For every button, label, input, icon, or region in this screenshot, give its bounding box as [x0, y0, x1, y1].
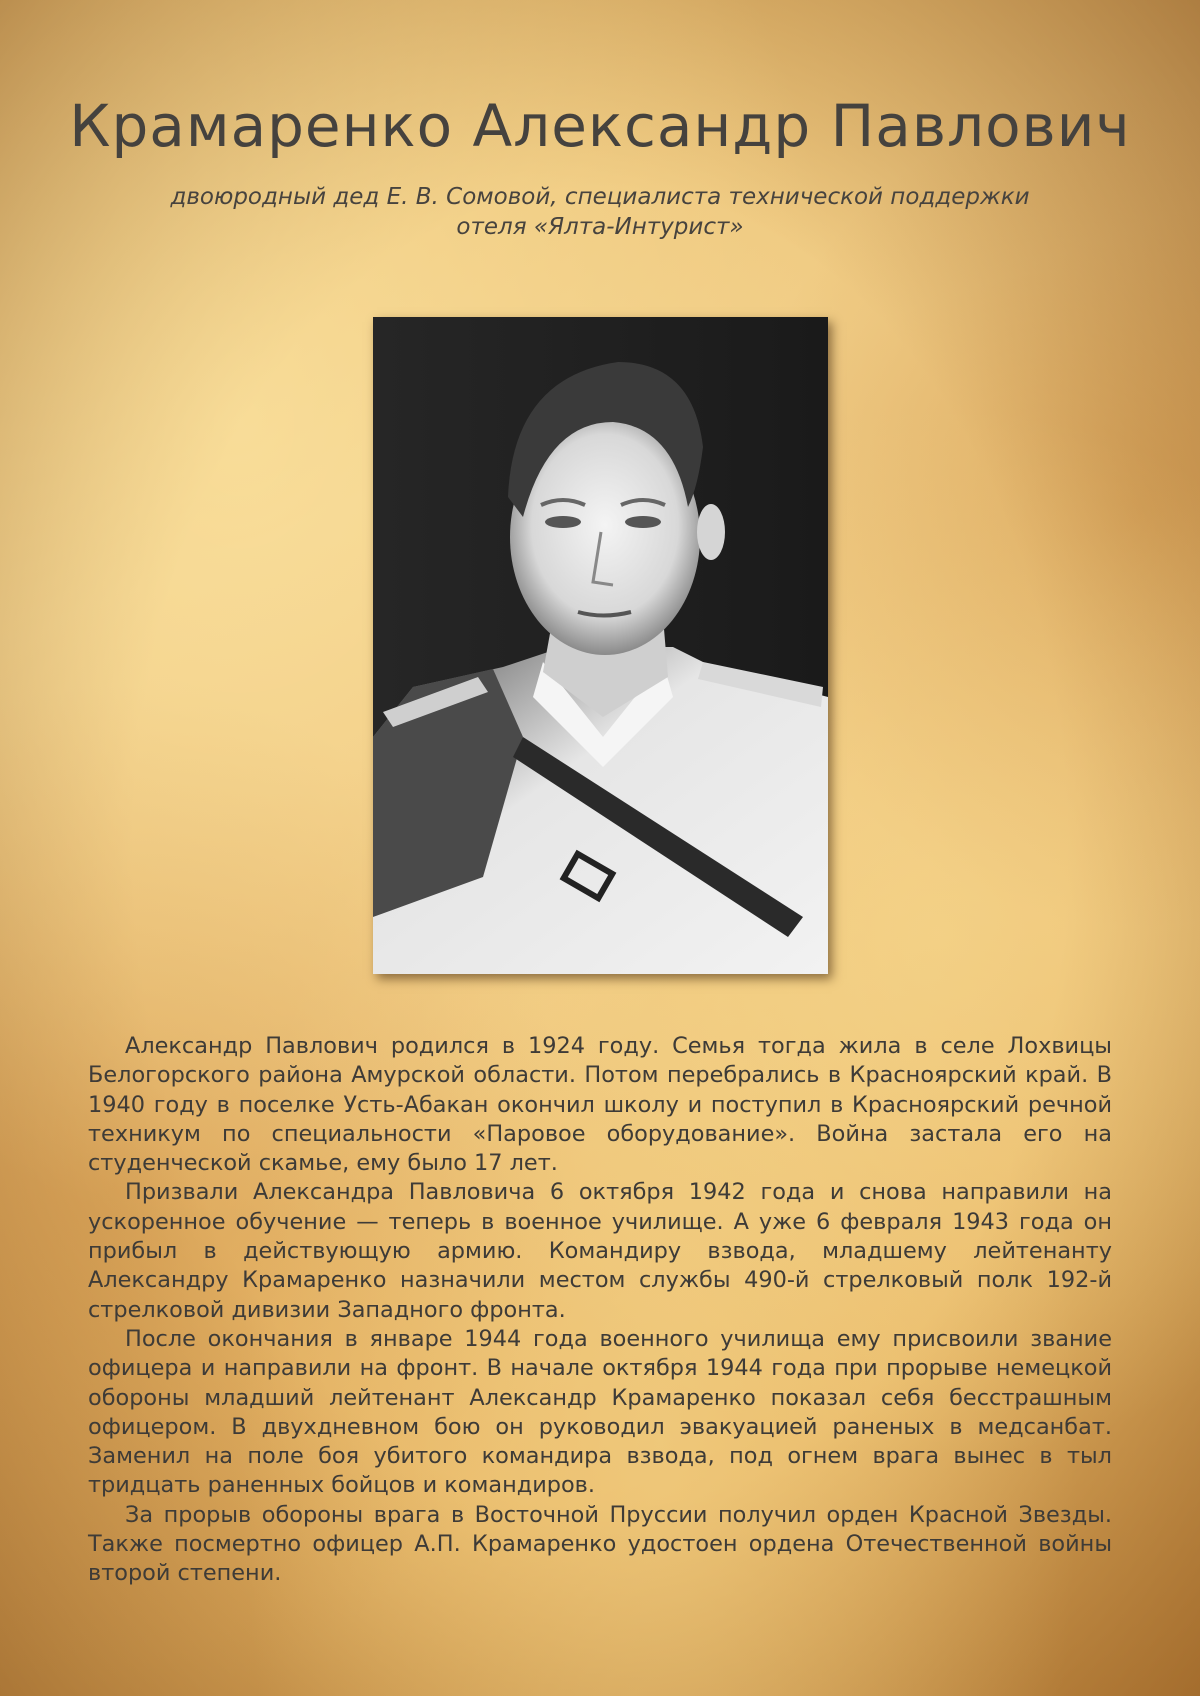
subtitle-line: отеля «Ялта-Интурист» — [456, 214, 744, 240]
portrait-photo-icon — [373, 317, 828, 974]
biography-paragraph: После окончания в январе 1944 года военного училища ему присвоили звание офицера и направили на фронт. В начале октября 1944 года при прорыве немецкой обороны младший лейтенант Александр Крамаренко показал себя бесстрашным офицером. В двухдневном бою он руководил эвакуацией раненых в медсанбат. Заменил на поле боя убитого командира взвода, под огнем врага вынес в тыл тридцать раненных бойцов и командиров. — [88, 1325, 1112, 1499]
biography-paragraph: Александр Павлович родился в 1924 году. Семья тогда жила в селе Лохвицы Белогорского района Амурской области. Потом перебрались в Красноярский край. В 1940 году в поселке Усть-Абакан окончил школу и поступил в Красноярский речной техникум по специальности «Паровое оборудование». Война застала его на студенческой скамье, ему было 17 лет. — [88, 1033, 1112, 1177]
biography-text — [88, 1032, 1112, 1589]
page-title: Крамаренко Александр Павлович — [69, 92, 1131, 160]
biography-paragraph: Призвали Александра Павловича 6 октября 1942 года и снова направили на ускоренное обучение — теперь в военное училище. А уже 6 февраля 1943 года он прибыл в действующую армию. Командиру взвода, младшему лейтенанту Александру Крамаренко назначили местом службы 490-й стрелковый полк 192-й стрелковой дивизии Западного фронта. — [88, 1179, 1112, 1323]
page-subtitle — [100, 182, 1100, 242]
portrait-photo — [373, 317, 828, 974]
biography-paragraph: За прорыв обороны врага в Восточной Пруссии получил орден Красной Звезды. Также посмертно офицер А.П. Крамаренко удостоен ордена Отечественной войны второй степени. — [88, 1501, 1112, 1587]
subtitle-line: двоюродный дед Е. В. Сомовой, специалиста технической поддержки — [170, 184, 1030, 210]
